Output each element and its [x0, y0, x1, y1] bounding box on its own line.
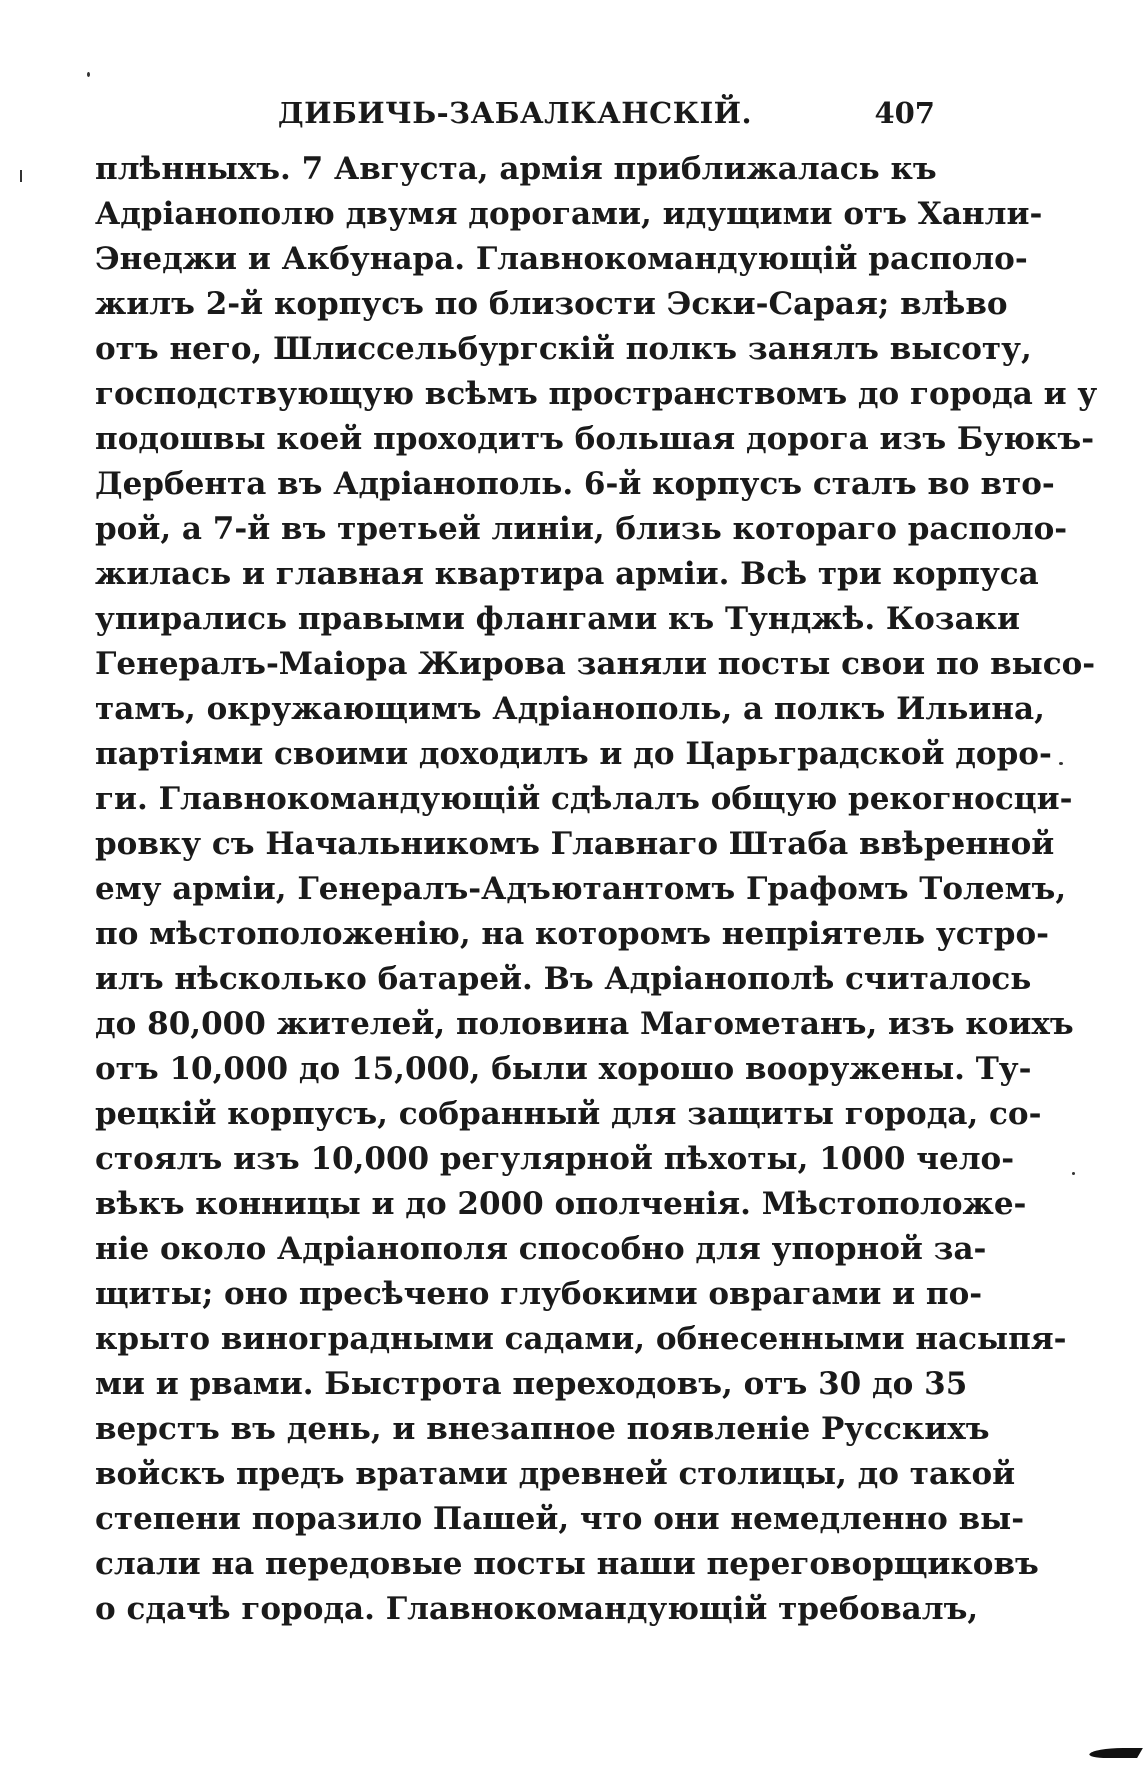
text-line: верстъ въ день, и внезапное появленіе Русскихъ	[95, 1411, 990, 1447]
ink-smudge	[1087, 1748, 1143, 1758]
text-line: Генералъ-Маіора Жирова заняли посты свои по высо-	[95, 646, 1096, 682]
text-line: рой, а 7-й въ третьей линіи, близь котораго располо-	[95, 511, 1068, 547]
text-line: Адріанополю двумя дорогами, идущими отъ Ханли-	[95, 196, 1043, 232]
text-line: отъ него, Шлиссельбургскій полкъ занялъ высоту,	[95, 331, 1032, 367]
text-line: подошвы коей проходитъ большая дорога изъ Буюкъ-	[95, 421, 1095, 457]
text-line: жилъ 2-й корпусъ по близости Эски-Сарая; влѣво	[95, 286, 1008, 322]
text-line: степени поразило Пашей, что они немедленно вы-	[95, 1501, 1025, 1537]
text-line: рецкій корпусъ, собранный для защиты города, со-	[95, 1096, 1042, 1132]
print-speck	[1059, 762, 1063, 765]
text-line: стоялъ изъ 10,000 регулярной пѣхоты, 1000 чело-	[95, 1141, 1015, 1177]
text-line: ніе около Адріанополя способно для упорной за-	[95, 1231, 987, 1267]
text-line: о сдачѣ города. Главнокомандующій требовалъ,	[95, 1591, 979, 1627]
text-line: тамъ, окружающимъ Адріанополь, а полкъ Ильина,	[95, 691, 1045, 727]
print-speck	[20, 170, 22, 182]
text-line: Энеджи и Акбунара. Главнокомандующій располо-	[95, 241, 1028, 277]
body-text	[95, 147, 1098, 1632]
running-title: ДИБИЧЬ-ЗАБАЛКАНСКІЙ.	[277, 96, 753, 130]
text-line: щиты; оно пресѣчено глубокими оврагами и по-	[95, 1276, 983, 1312]
text-line: слали на передовые посты наши переговорщиковъ	[95, 1546, 1039, 1582]
text-line: крыто виноградными садами, обнесенными насыпя-	[95, 1321, 1067, 1357]
text-line: господствующую всѣмъ пространствомъ до города и у	[95, 376, 1098, 412]
page-number: 407	[874, 96, 935, 130]
text-line: войскъ предъ вратами древней столицы, до такой	[95, 1456, 1016, 1492]
text-line: Дербента въ Адріанополь. 6-й корпусъ сталъ во вто-	[95, 466, 1055, 502]
page-header	[95, 96, 935, 136]
text-line: жилась и главная квартира арміи. Всѣ три корпуса	[95, 556, 1039, 592]
text-line: упирались правыми флангами къ Тунджѣ. Козаки	[95, 601, 1021, 637]
print-speck	[87, 72, 90, 77]
text-line: до 80,000 жителей, половина Магометанъ, изъ коихъ	[95, 1006, 1074, 1042]
text-line: отъ 10,000 до 15,000, были хорошо вооружены. Ту-	[95, 1051, 1032, 1087]
text-line: по мѣстоположенію, на которомъ непріятель устро-	[95, 916, 1050, 952]
text-line: ги. Главнокомандующій сдѣлалъ общую рекогносци-	[95, 781, 1073, 817]
print-speck	[1072, 1172, 1075, 1175]
text-line: партіями своими доходилъ и до Царьградской доро-	[95, 736, 1052, 772]
text-line: ми и рвами. Быстрота переходовъ, отъ 30 до 35	[95, 1366, 968, 1402]
text-line: плѣнныхъ. 7 Августа, армія приближалась къ	[95, 151, 937, 187]
text-line: ему арміи, Генералъ-Адъютантомъ Графомъ Толемъ,	[95, 871, 1067, 907]
text-line: ровку съ Начальникомъ Главнаго Штаба ввѣренной	[95, 826, 1055, 862]
text-line: вѣкъ конницы и до 2000 ополченія. Мѣстоположе-	[95, 1186, 1027, 1222]
text-line: илъ нѣсколько батарей. Въ Адріанополѣ считалось	[95, 961, 1032, 997]
